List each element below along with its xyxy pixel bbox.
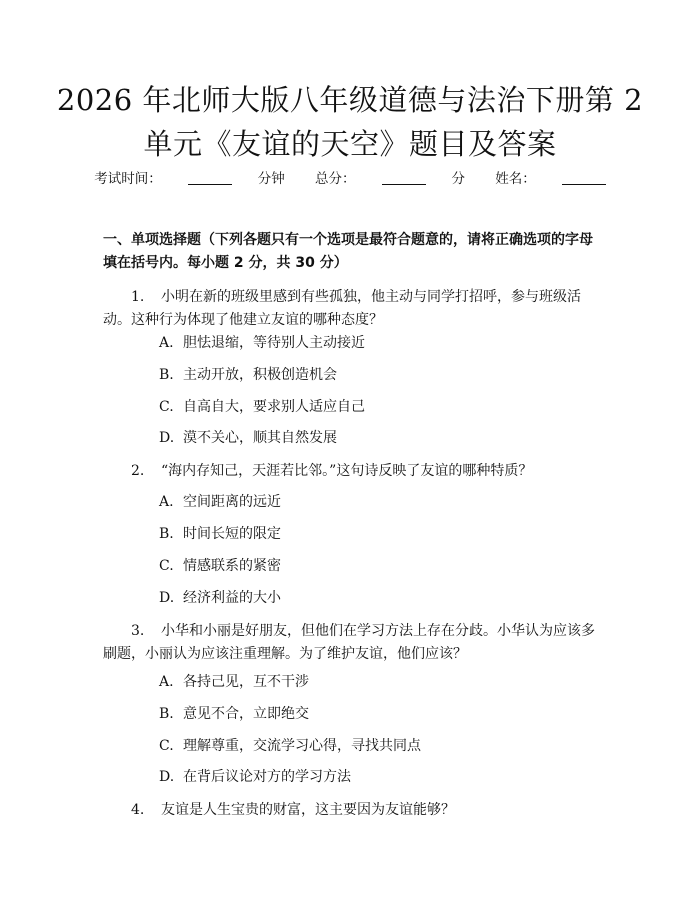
question-number: 4. xyxy=(131,802,145,818)
name-field: 姓名： xyxy=(495,171,606,187)
question-3 xyxy=(103,620,603,666)
question-text: “海内存知己，天涯若比邻。”这句诗反映了友谊的哪种特质？ xyxy=(161,463,533,479)
option-3a: A. 各持己见，互不干涉 xyxy=(159,674,309,690)
option-1d: D. 漠不关心，顺其自然发展 xyxy=(159,430,337,446)
title-line-1: 2026 年北师大版八年级道德与法治下册第 2 xyxy=(56,83,644,117)
option-1b: B. 主动开放，积极创造机会 xyxy=(159,367,337,383)
option-3c: C. 理解尊重，交流学习心得，寻找共同点 xyxy=(159,738,421,754)
option-3b: B. 意见不合，立即绝交 xyxy=(159,706,309,722)
exam-time-blank xyxy=(188,170,232,185)
exam-time-field: 考试时间： 分钟 xyxy=(94,171,285,187)
question-text: 友谊是人生宝贵的财富，这主要因为友谊能够？ xyxy=(161,802,455,818)
section-heading: 一、单项选择题（下列各题只有一个选项是最符合题意的，请将正确选项的字母填在括号内。每小题 2 分，共 30 分） xyxy=(103,232,593,271)
option-3d: D. 在背后议论对方的学习方法 xyxy=(159,769,351,785)
question-text: 小华和小丽是好朋友，但他们在学习方法上存在分歧。小华认为应该多刷题，小丽认为应该注重理解。为了维护友谊，他们应该？ xyxy=(103,623,595,662)
option-2a: A. 空间距离的远近 xyxy=(159,494,281,510)
total-score-field: 总分： 分 xyxy=(315,171,465,187)
option-2b: B. 时间长短的限定 xyxy=(159,526,281,542)
question-2 xyxy=(103,460,603,483)
exam-info-line xyxy=(0,169,700,189)
question-text: 小明在新的班级里感到有些孤独，他主动与同学打招呼，参与班级活动。这种行为体现了他建立友谊的哪种态度？ xyxy=(103,289,581,328)
document-title xyxy=(0,78,700,166)
option-1a: A. 胆怯退缩，等待别人主动接近 xyxy=(159,335,365,351)
title-line-2: 单元《友谊的天空》题目及答案 xyxy=(143,127,557,161)
question-4 xyxy=(103,799,603,822)
option-2c: C. 情感联系的紧密 xyxy=(159,558,281,574)
total-score-blank xyxy=(382,170,426,185)
question-number: 1. xyxy=(131,289,145,305)
option-2d: D. 经济利益的大小 xyxy=(159,590,281,606)
question-number: 3. xyxy=(131,623,145,639)
name-blank xyxy=(562,170,606,185)
question-number: 2. xyxy=(131,463,145,479)
question-1 xyxy=(103,286,603,332)
option-1c: C. 自高自大，要求别人适应自己 xyxy=(159,399,365,415)
